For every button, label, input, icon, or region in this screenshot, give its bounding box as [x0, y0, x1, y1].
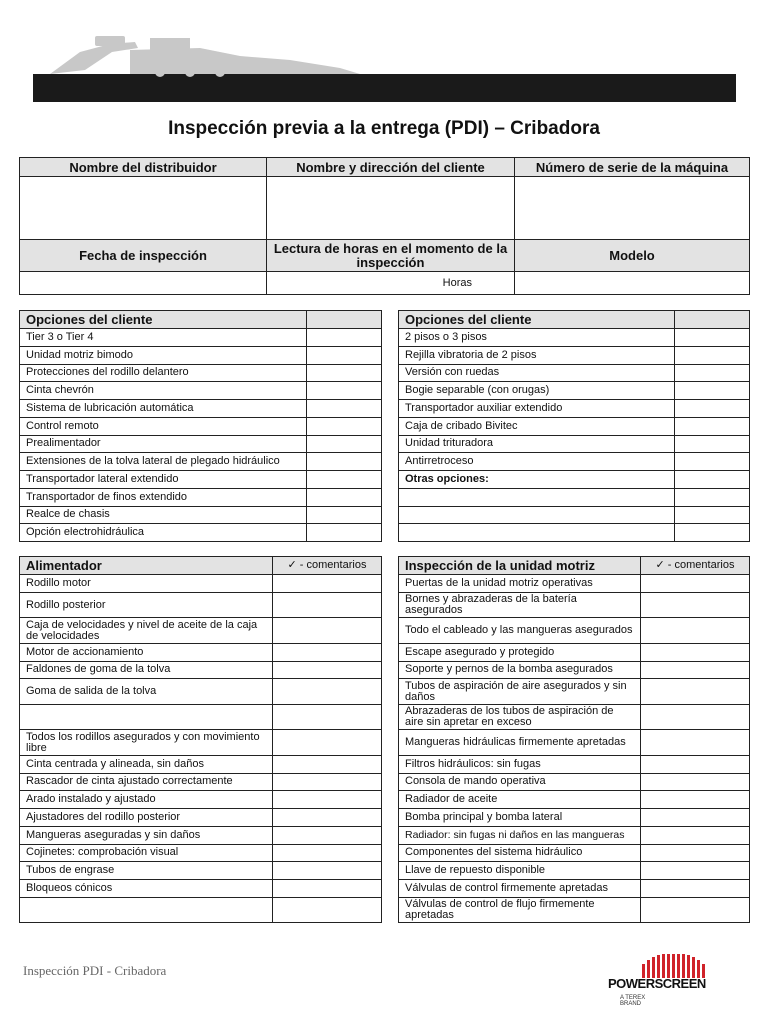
table-row: [20, 755, 382, 773]
item-label: Tubos de aspiración de aire asegurados y sin daños: [399, 679, 641, 705]
table-row: [399, 844, 750, 862]
item-label: Unidad trituradora: [399, 435, 675, 453]
check-cell[interactable]: [675, 435, 750, 453]
feeder-heading: Alimentador: [20, 557, 273, 575]
table-row: [20, 329, 382, 347]
item-label: Extensiones de la tolva lateral de plegado hidráulico: [20, 453, 307, 471]
check-cell[interactable]: [307, 329, 382, 347]
feeder-heading-check: ✓ - comentarios: [273, 557, 382, 575]
check-cell[interactable]: [675, 471, 750, 489]
item-label: Rodillo motor: [20, 575, 273, 593]
item-label: Tubos de engrase: [20, 862, 273, 880]
item-label: [20, 897, 273, 923]
check-cell[interactable]: [273, 880, 382, 898]
table-row: [20, 382, 382, 400]
item-label: Consola de mando operativa: [399, 773, 641, 791]
check-cell[interactable]: [675, 417, 750, 435]
item-label: Rascador de cinta ajustado correctamente: [20, 773, 273, 791]
machine-illustration: [40, 30, 380, 78]
powerscreen-logo: [608, 952, 723, 1012]
table-row: [399, 809, 750, 827]
item-label: Válvulas de control firmemente apretadas: [399, 880, 641, 898]
item-label: Rodillo posterior: [20, 592, 273, 618]
check-cell[interactable]: [307, 488, 382, 506]
info-table: [19, 157, 750, 295]
table-row: [20, 679, 382, 705]
item-label: Cinta chevrón: [20, 382, 307, 400]
logo-wordmark: POWERSCREEN: [608, 976, 706, 991]
table-row: [399, 826, 750, 844]
date-label: Fecha de inspección: [20, 240, 267, 272]
item-label: Antirretroceso: [399, 453, 675, 471]
check-cell[interactable]: [641, 704, 750, 730]
table-row: [399, 364, 750, 382]
check-cell[interactable]: [307, 346, 382, 364]
table-row: [399, 897, 750, 923]
item-label: Unidad motriz bimodo: [20, 346, 307, 364]
check-cell[interactable]: [641, 755, 750, 773]
check-cell[interactable]: [641, 897, 750, 923]
feeder-table: [19, 556, 382, 923]
item-label: Todo el cableado y las mangueras asegurados: [399, 618, 641, 644]
options_left-heading-check: [307, 311, 382, 329]
table-row: [20, 773, 382, 791]
item-label: Opción electrohidráulica: [20, 524, 307, 542]
table-row: [20, 592, 382, 618]
item-label: Radiador: sin fugas ni daños en las mangueras: [399, 826, 641, 844]
hours-unit: Horas: [442, 276, 472, 289]
model-label: Modelo: [515, 240, 750, 272]
check-cell[interactable]: [307, 524, 382, 542]
table-row: [399, 679, 750, 705]
table-row: [20, 730, 382, 756]
item-label: Mangueras aseguradas y sin daños: [20, 826, 273, 844]
power_unit-heading: Inspección de la unidad motriz: [399, 557, 641, 575]
table-row: [20, 506, 382, 524]
item-label: Bogie separable (con orugas): [399, 382, 675, 400]
check-cell[interactable]: [273, 897, 382, 923]
item-label: [399, 524, 675, 542]
model-field[interactable]: [515, 272, 750, 295]
table-row: [20, 826, 382, 844]
check-cell[interactable]: [675, 364, 750, 382]
table-row: [399, 453, 750, 471]
check-cell[interactable]: [675, 329, 750, 347]
check-cell[interactable]: [273, 679, 382, 705]
check-cell[interactable]: [307, 506, 382, 524]
item-label: Tier 3 o Tier 4: [20, 329, 307, 347]
item-label: Transportador auxiliar extendido: [399, 400, 675, 418]
item-label: Goma de salida de la tolva: [20, 679, 273, 705]
power-unit-table: [398, 556, 750, 923]
table-row: [399, 329, 750, 347]
table-row: [20, 346, 382, 364]
check-cell[interactable]: [641, 618, 750, 644]
table-row: [399, 791, 750, 809]
check-cell[interactable]: [273, 809, 382, 827]
hours-reading-label: Lectura de horas en el momento de la inspección: [267, 240, 515, 272]
date-field[interactable]: [20, 272, 267, 295]
item-label: [20, 704, 273, 730]
hours-field[interactable]: [267, 272, 515, 295]
item-label: Llave de repuesto disponible: [399, 862, 641, 880]
check-cell[interactable]: [675, 506, 750, 524]
table-row: [399, 471, 750, 489]
table-row: [399, 417, 750, 435]
item-label: Realce de chasis: [20, 506, 307, 524]
table-row: [399, 704, 750, 730]
distributor-field[interactable]: [20, 177, 267, 240]
customer-label: Nombre y dirección del cliente: [267, 158, 515, 177]
item-label: Mangueras hidráulicas firmemente apretadas: [399, 730, 641, 756]
check-cell[interactable]: [641, 880, 750, 898]
table-row: [20, 844, 382, 862]
item-label: Prealimentador: [20, 435, 307, 453]
table-row: [20, 809, 382, 827]
check-cell[interactable]: [641, 791, 750, 809]
item-label: Válvulas de control de flujo firmemente apretadas: [399, 897, 641, 923]
check-cell[interactable]: [641, 844, 750, 862]
table-row: [399, 524, 750, 542]
table-row: [399, 382, 750, 400]
check-cell[interactable]: [675, 346, 750, 364]
table-row: [399, 773, 750, 791]
table-row: [20, 524, 382, 542]
item-label: Versión con ruedas: [399, 364, 675, 382]
check-cell[interactable]: [273, 661, 382, 679]
item-label: Puertas de la unidad motriz operativas: [399, 575, 641, 593]
table-row: [399, 488, 750, 506]
table-row: [20, 417, 382, 435]
item-label: Control remoto: [20, 417, 307, 435]
table-row: [20, 862, 382, 880]
check-cell[interactable]: [273, 575, 382, 593]
check-cell[interactable]: [641, 679, 750, 705]
logo-tagline: A TEREX BRAND: [620, 995, 646, 1007]
item-label: Caja de velocidades y nivel de aceite de la caja de velocidades: [20, 618, 273, 644]
item-label: Otras opciones:: [399, 471, 675, 489]
table-row: [399, 661, 750, 679]
check-cell[interactable]: [675, 382, 750, 400]
table-row: [20, 471, 382, 489]
item-label: Todos los rodillos asegurados y con movimiento libre: [20, 730, 273, 756]
serial-field[interactable]: [515, 177, 750, 240]
table-row: [20, 643, 382, 661]
check-cell[interactable]: [641, 826, 750, 844]
check-cell[interactable]: [641, 592, 750, 618]
table-row: [20, 897, 382, 923]
item-label: Abrazaderas de los tubos de aspiración de aire sin apretar en exceso: [399, 704, 641, 730]
item-label: Arado instalado y ajustado: [20, 791, 273, 809]
table-row: [399, 506, 750, 524]
table-row: [20, 364, 382, 382]
table-row: [399, 730, 750, 756]
check-cell[interactable]: [307, 435, 382, 453]
check-cell[interactable]: [641, 730, 750, 756]
check-cell[interactable]: [641, 773, 750, 791]
table-row: [399, 575, 750, 593]
check-cell[interactable]: [273, 592, 382, 618]
item-label: Faldones de goma de la tolva: [20, 661, 273, 679]
check-cell[interactable]: [675, 524, 750, 542]
item-label: Transportador de finos extendido: [20, 488, 307, 506]
check-cell[interactable]: [675, 453, 750, 471]
customer-field[interactable]: [267, 177, 515, 240]
table-row: [399, 435, 750, 453]
item-label: Caja de cribado Bivitec: [399, 417, 675, 435]
item-label: Componentes del sistema hidráulico: [399, 844, 641, 862]
check-cell[interactable]: [641, 661, 750, 679]
table-row: [20, 880, 382, 898]
item-label: Cojinetes: comprobación visual: [20, 844, 273, 862]
check-cell[interactable]: [307, 453, 382, 471]
item-label: Cinta centrada y alineada, sin daños: [20, 755, 273, 773]
check-cell[interactable]: [273, 704, 382, 730]
check-cell[interactable]: [273, 730, 382, 756]
item-label: Radiador de aceite: [399, 791, 641, 809]
power_unit-heading-check: ✓ - comentarios: [641, 557, 750, 575]
item-label: [399, 488, 675, 506]
item-label: Motor de accionamiento: [20, 643, 273, 661]
item-label: Rejilla vibratoria de 2 pisos: [399, 346, 675, 364]
check-cell[interactable]: [675, 400, 750, 418]
item-label: Bomba principal y bomba lateral: [399, 809, 641, 827]
item-label: Bloqueos cónicos: [20, 880, 273, 898]
item-label: 2 pisos o 3 pisos: [399, 329, 675, 347]
options_right-heading-check: [675, 311, 750, 329]
document-title: Inspección previa a la entrega (PDI) – Cribadora: [168, 118, 600, 139]
table-row: [399, 643, 750, 661]
check-cell[interactable]: [307, 471, 382, 489]
item-label: Sistema de lubricación automática: [20, 400, 307, 418]
table-row: [20, 400, 382, 418]
item-label: Ajustadores del rodillo posterior: [20, 809, 273, 827]
table-row: [20, 791, 382, 809]
options-left-table: [19, 310, 382, 542]
table-row: [399, 592, 750, 618]
item-label: [399, 506, 675, 524]
item-label: Escape asegurado y protegido: [399, 643, 641, 661]
table-row: [399, 755, 750, 773]
distributor-label: Nombre del distribuidor: [20, 158, 267, 177]
item-label: Soporte y pernos de la bomba asegurados: [399, 661, 641, 679]
check-cell[interactable]: [273, 643, 382, 661]
check-cell[interactable]: [307, 417, 382, 435]
check-cell[interactable]: [273, 773, 382, 791]
check-cell[interactable]: [641, 809, 750, 827]
check-cell[interactable]: [307, 364, 382, 382]
check-cell[interactable]: [641, 643, 750, 661]
table-row: [399, 618, 750, 644]
check-cell[interactable]: [273, 844, 382, 862]
item-label: Filtros hidráulicos: sin fugas: [399, 755, 641, 773]
table-row: [20, 704, 382, 730]
check-cell[interactable]: [641, 862, 750, 880]
table-row: [399, 400, 750, 418]
table-row: [399, 346, 750, 364]
options-right-table: [398, 310, 750, 542]
check-cell[interactable]: [273, 862, 382, 880]
check-cell[interactable]: [273, 755, 382, 773]
table-row: [20, 435, 382, 453]
table-row: [20, 618, 382, 644]
options_left-heading: Opciones del cliente: [20, 311, 307, 329]
check-cell[interactable]: [307, 382, 382, 400]
item-label: Transportador lateral extendido: [20, 471, 307, 489]
header-bar: [33, 74, 736, 102]
check-cell[interactable]: [273, 826, 382, 844]
table-row: [20, 575, 382, 593]
table-row: [20, 661, 382, 679]
table-row: [20, 453, 382, 471]
table-row: [399, 880, 750, 898]
check-cell[interactable]: [273, 791, 382, 809]
check-cell[interactable]: [307, 400, 382, 418]
item-label: Protecciones del rodillo delantero: [20, 364, 307, 382]
check-cell[interactable]: [641, 575, 750, 593]
item-label: Bornes y abrazaderas de la batería asegurados: [399, 592, 641, 618]
footer-text: Inspección PDI - Cribadora: [23, 963, 167, 978]
check-cell[interactable]: [675, 488, 750, 506]
check-cell[interactable]: [273, 618, 382, 644]
table-row: [399, 862, 750, 880]
options_right-heading: Opciones del cliente: [399, 311, 675, 329]
table-row: [20, 488, 382, 506]
serial-label: Número de serie de la máquina: [515, 158, 750, 177]
